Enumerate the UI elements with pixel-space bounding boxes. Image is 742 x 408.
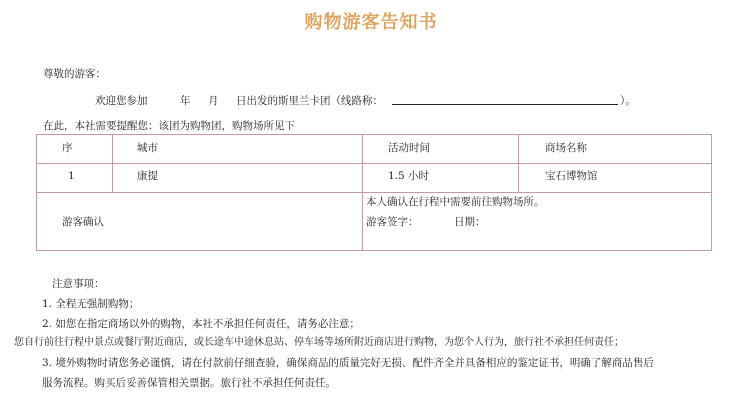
intro-close: ）。 bbox=[620, 95, 636, 107]
note-item: 服务流程。购买后妥善保管相关票据。旅行社不承担任何责任。 bbox=[42, 377, 336, 389]
table-divider bbox=[518, 134, 519, 192]
note-item: 1. 全程无强制购物； bbox=[42, 298, 140, 310]
confirm-text: 本人确认在行程中需要前往购物场所。 bbox=[366, 196, 545, 208]
intro-year: 年 bbox=[180, 95, 191, 107]
table-divider bbox=[112, 134, 113, 192]
row-duration: 1.5 小时 bbox=[388, 170, 430, 182]
note-item: 您自行前往行程中景点或餐厅附近商店，或长途车中途休息站、停车场等场所附近商店进行购物，为您个人行为，旅行社不承担任何责任； bbox=[14, 337, 624, 348]
confirm-label: 游客确认 bbox=[62, 216, 104, 228]
table-divider bbox=[36, 192, 712, 193]
note-item: 3. 境外购物时请您务必谨慎，请在付款前仔细查验，确保商品的质量完好无损、配件齐全并具备相应的鉴定证书，明确了解商品售后 bbox=[42, 357, 654, 369]
intro-prefix: 欢迎您参加 bbox=[95, 95, 148, 107]
row-city: 康提 bbox=[137, 170, 158, 182]
table-divider bbox=[36, 163, 712, 164]
table-divider bbox=[362, 134, 363, 251]
header-index: 序 bbox=[62, 142, 73, 154]
route-name-blank[interactable] bbox=[392, 104, 618, 105]
notes-heading: 注意事项： bbox=[52, 278, 105, 290]
date-label[interactable]: 日期： bbox=[454, 216, 486, 228]
header-store: 商场名称 bbox=[545, 142, 587, 154]
row-store: 宝石博物馆 bbox=[545, 170, 598, 182]
intro-suffix: 日出发的斯里兰卡团（线路称： bbox=[236, 95, 383, 107]
header-city: 城市 bbox=[137, 142, 158, 154]
header-duration: 活动时间 bbox=[388, 142, 430, 154]
intro-month: 月 bbox=[208, 95, 219, 107]
row-index: 1 bbox=[68, 170, 75, 182]
greeting: 尊敬的游客： bbox=[43, 68, 106, 80]
signature-label[interactable]: 游客签字： bbox=[366, 216, 419, 228]
page-title: 购物游客告知书 bbox=[304, 12, 438, 33]
note-item: 2. 如您在指定商场以外的购物，本社不承担任何责任，请务必注意； bbox=[42, 318, 360, 330]
shopping-notice: 在此，本社需要提醒您：该团为购物团，购物场所见下 bbox=[43, 120, 295, 132]
